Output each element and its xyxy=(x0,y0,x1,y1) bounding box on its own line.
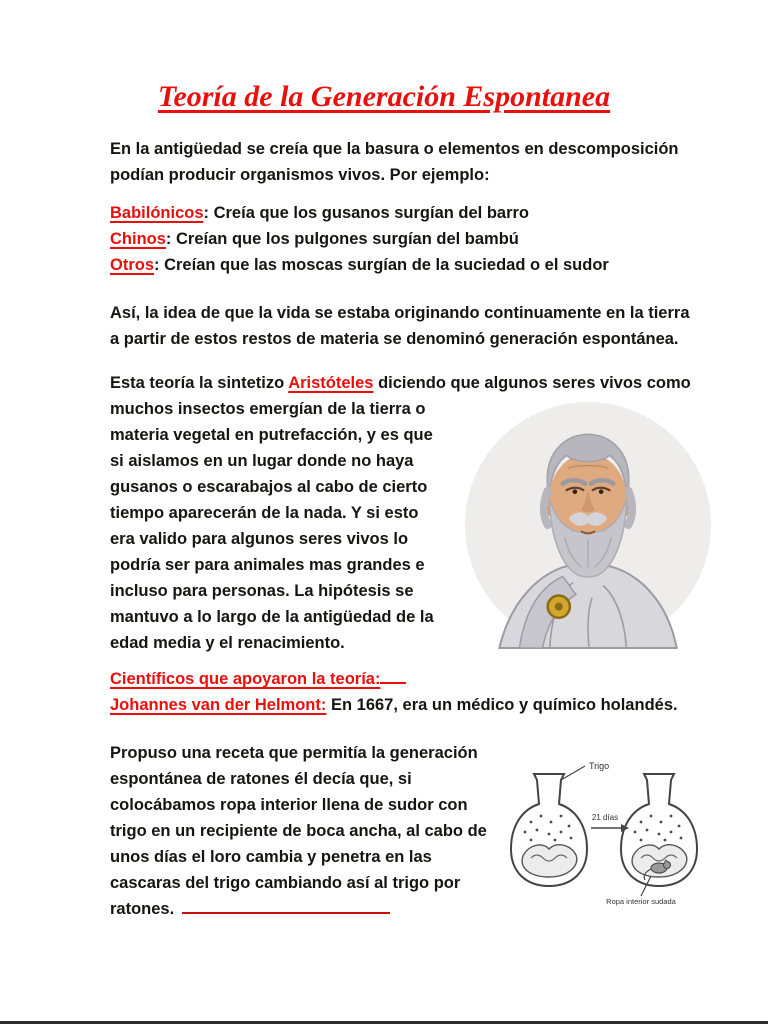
example-text-chinos: : Creían que los pulgones surgían del bambú xyxy=(165,230,519,248)
scientists-heading-link[interactable]: Científicos que apoyaron la teoría: xyxy=(110,670,381,688)
flask-label-ropa: Ropa interior sudada xyxy=(606,897,676,906)
babilonicos-link[interactable]: Babilónicos xyxy=(110,204,204,222)
aristoteles-link[interactable]: Aristóteles xyxy=(288,374,374,392)
example-line-chinos xyxy=(110,226,713,252)
flask-label-trigo: Trigo xyxy=(589,761,610,771)
idea-paragraph: Así, la idea de que la vida se estaba originando continuamente en la tierra a partir de estos restos de materia se denominó generación espontánea. xyxy=(110,304,690,348)
example-text-otros: : Creían que las moscas surgían de la suciedad o el sudor xyxy=(154,256,609,274)
recipe-paragraph xyxy=(110,740,713,922)
blank-underline xyxy=(182,898,390,914)
aristotle-portrait-image xyxy=(461,398,713,650)
aristotle-portrait xyxy=(461,398,713,650)
aristotle-paragraph xyxy=(110,370,713,656)
flask-experiment-image xyxy=(501,750,713,908)
aristotle-text-after: diciendo que algunos seres vivos como muchos insectos emergían de la tierra o materia vegetal en putrefacción, y es que si aislamos en un lugar donde no haya gusanos o escarabajos al cabo de cierto tiempo aparecerán de la nada. Y si esto era valido para algunos seres vivos lo podría ser para animales mas grandes e incluso para personas. La hipótesis se mantuvo a lo largo de la antigüedad de la edad media y el renacimiento. xyxy=(110,374,691,652)
examples-list xyxy=(110,200,713,278)
helmont-text: En 1667, era un médico y químico holandés. xyxy=(326,696,678,714)
flask-experiment-diagram xyxy=(501,750,713,908)
recipe-text: Propuso una receta que permitía la generación espontánea de ratones él decía que, si colocábamos ropa interior llena de sudor con trigo en un recipiente de boca ancha, al cabo de unos días el loro cambia y penetra en las cascaras del trigo cambiando así al trigo por ratones. xyxy=(110,744,487,918)
example-line-otros xyxy=(110,252,713,278)
example-line-babilonicos xyxy=(110,200,713,226)
scientists-heading xyxy=(110,666,713,692)
aristotle-text-before: Esta teoría la sintetizo xyxy=(110,374,289,392)
otros-link[interactable]: Otros xyxy=(110,256,155,274)
chinos-link[interactable]: Chinos xyxy=(110,230,166,248)
example-text-babilonicos: : Creía que los gusanos surgían del barro xyxy=(203,204,530,222)
flask-label-days: 21 días xyxy=(591,813,619,822)
intro-paragraph: En la antigüedad se creía que la basura o elementos en descomposición podían producir organismos vivos. Por ejemplo: xyxy=(110,140,679,184)
document-title: Teoría de la Generación Espontanea xyxy=(157,80,611,113)
helmont-link[interactable]: Johannes van der Helmont: xyxy=(110,696,327,714)
helmont-paragraph xyxy=(110,692,695,718)
heading-underline-tail xyxy=(380,668,406,684)
